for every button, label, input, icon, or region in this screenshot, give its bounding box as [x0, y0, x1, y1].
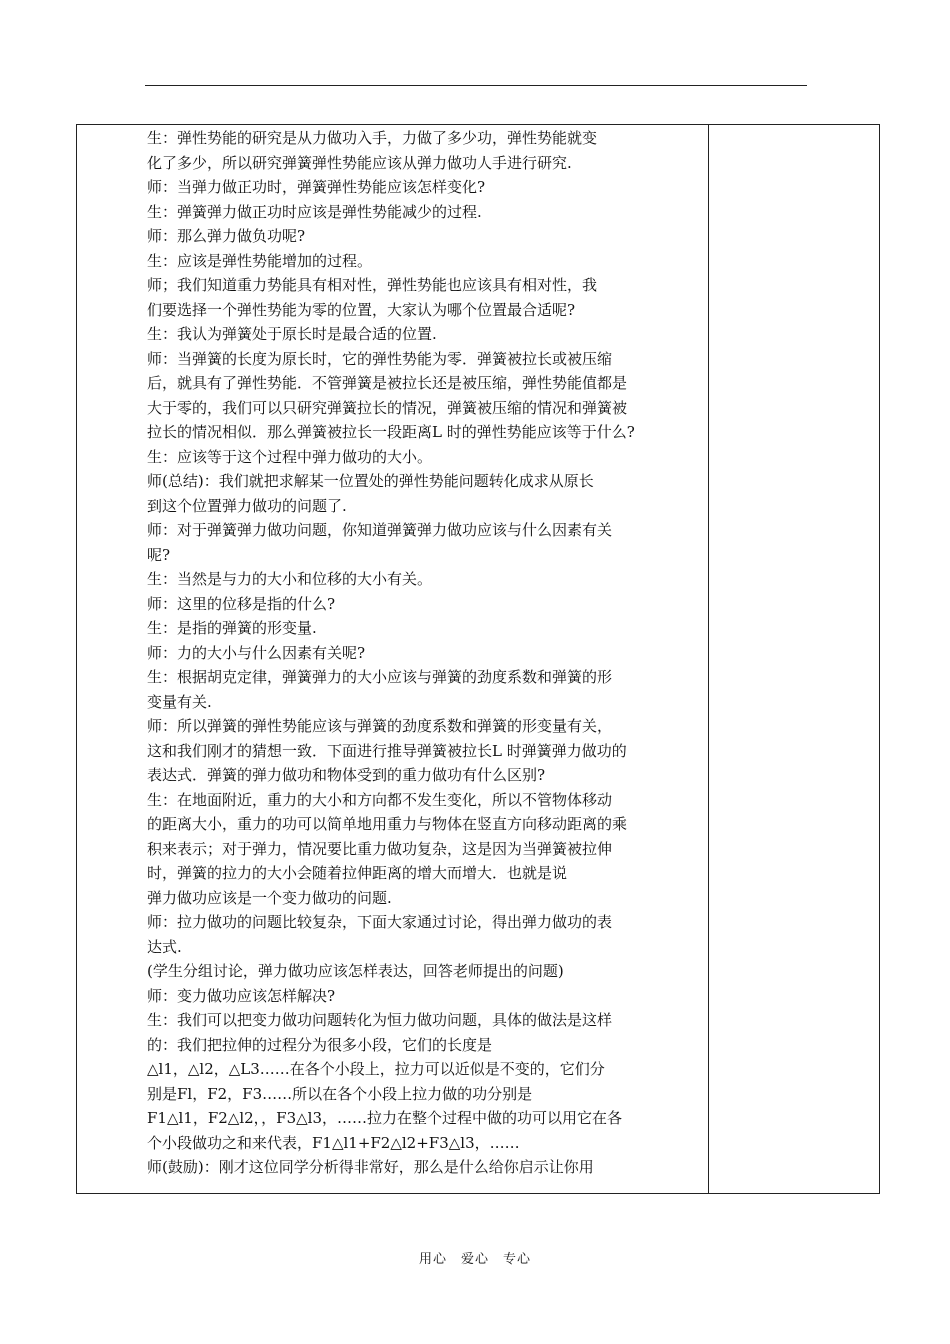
text-line: 个小段做功之和来代表，F1△l1+F2△l2+F3△l3，…… — [147, 1133, 520, 1152]
text-line: 生：应该是弹性势能增加的过程。 — [147, 251, 373, 270]
text-line: 师；我们知道重力势能具有相对性，弹性势能也应该具有相对性，我 — [147, 276, 598, 294]
text-line: 师：所以弹簧的弹性势能应该与弹簧的劲度系数和弹簧的形变量有关， — [147, 717, 613, 735]
text-line: 生：是指的弹簧的形变量. — [147, 619, 317, 637]
text-line: 生：应该等于这个过程中弹力做功的大小。 — [147, 447, 433, 466]
text-line: 后，就具有了弹性势能．不管弹簧是被拉长还是被压缩，弹性势能值都是 — [147, 374, 628, 392]
text-line: 师：对于弹簧弹力做功问题，你知道弹簧弹力做功应该与什么因素有关 — [147, 521, 613, 539]
text-line: 的距离大小，重力的功可以简单地用重力与物体在竖直方向移动距离的乘 — [147, 815, 628, 833]
header-rule — [145, 85, 807, 86]
text-line: 生：我认为弹簧处于原长时是最合适的位置. — [147, 325, 437, 343]
text-line: 师：拉力做功的问题比较复杂，下面大家通过讨论，得出弹力做功的表 — [147, 913, 613, 931]
text-line: 化了多少，所以研究弹簧弹性势能应该从弹力做功人手进行研究. — [147, 153, 572, 172]
text-line: 生：我们可以把变力做功问题转化为恒力做功问题，具体的做法是这样 — [147, 1011, 613, 1029]
text-line: 生：当然是与力的大小和位移的大小有关。 — [147, 570, 433, 588]
text-line: 到这个位置弹力做功的问题了. — [147, 496, 347, 515]
text-line: 表达式．弹簧的弹力做功和物体受到的重力做功有什么区别? — [147, 766, 546, 784]
text-line: 生：弹簧弹力做正功时应该是弹性势能减少的过程. — [147, 202, 482, 221]
text-line: 师：变力做功应该怎样解决? — [147, 986, 336, 1005]
text-line: 生：在地面附近，重力的大小和方向都不发生变化，所以不管物体移动 — [147, 790, 613, 809]
text-line: 达式. — [147, 937, 182, 956]
text-line: 师：那么弹力做负功呢? — [147, 227, 306, 245]
text-line: 大于零的，我们可以只研究弹簧拉长的情况，弹簧被压缩的情况和弹簧被 — [147, 398, 628, 417]
text-line: F1△l1，F2△l2，，F3△l3，……拉力在整个过程中做的功可以用它在各 — [147, 1109, 622, 1127]
lesson-dialogue-text — [147, 126, 702, 1180]
text-line: 这和我们刚才的猜想一致．下面进行推导弹簧被拉长L 时弹簧弹力做功的 — [147, 741, 627, 760]
text-line: 们要选择一个弹性势能为零的位置，大家认为哪个位置最合适呢? — [147, 300, 576, 319]
text-line: 生：根据胡克定律，弹簧弹力的大小应该与弹簧的劲度系数和弹簧的形 — [147, 668, 613, 686]
text-line: (学生分组讨论，弹力做功应该怎样表达，回答老师提出的问题) — [147, 962, 564, 980]
text-line: 师：当弹簧的长度为原长时，它的弹性势能为零．弹簧被拉长或被压缩 — [147, 349, 613, 368]
text-line: △l1，△l2，△L3……在各个小段上，拉力可以近似是不变的，它们分 — [147, 1060, 605, 1078]
text-line: 师：这里的位移是指的什么? — [147, 594, 336, 613]
text-line: 的：我们把拉伸的过程分为很多小段，它们的长度是 — [147, 1035, 493, 1054]
text-line: 师：当弹力做正功时，弹簧弹性势能应该怎样变化? — [147, 178, 486, 196]
text-line: 别是Fl，F2，F3……所以在各个小段上拉力做的功分别是 — [147, 1084, 533, 1103]
text-line: 师：力的大小与什么因素有关呢? — [147, 643, 366, 662]
text-line: 弹力做功应该是一个变力做功的问题. — [147, 888, 392, 907]
text-line: 积来表示；对于弹力，情况要比重力做功复杂，这是因为当弹簧被拉伸 — [147, 839, 613, 858]
text-line: 时，弹簧的拉力的大小会随着拉伸距离的增大而增大．也就是说 — [147, 864, 568, 882]
page-footer: 用心 爱心 专心 — [418, 1252, 531, 1267]
text-line: 生：弹性势能的研究是从力做功入手，力做了多少功，弹性势能就变 — [147, 129, 598, 147]
text-line: 师(总结)：我们就把求解某一位置处的弹性势能问题转化成求从原长 — [147, 472, 594, 490]
text-line: 呢? — [147, 545, 171, 564]
text-line: 变量有关. — [147, 692, 212, 711]
text-line: 拉长的情况相似．那么弹簧被拉长一段距离L 时的弹性势能应该等于什么? — [147, 423, 635, 441]
text-line: 师(鼓励)：刚才这位同学分析得非常好，那么是什么给你启示让你用 — [147, 1158, 594, 1176]
table-column-divider — [708, 124, 709, 1194]
